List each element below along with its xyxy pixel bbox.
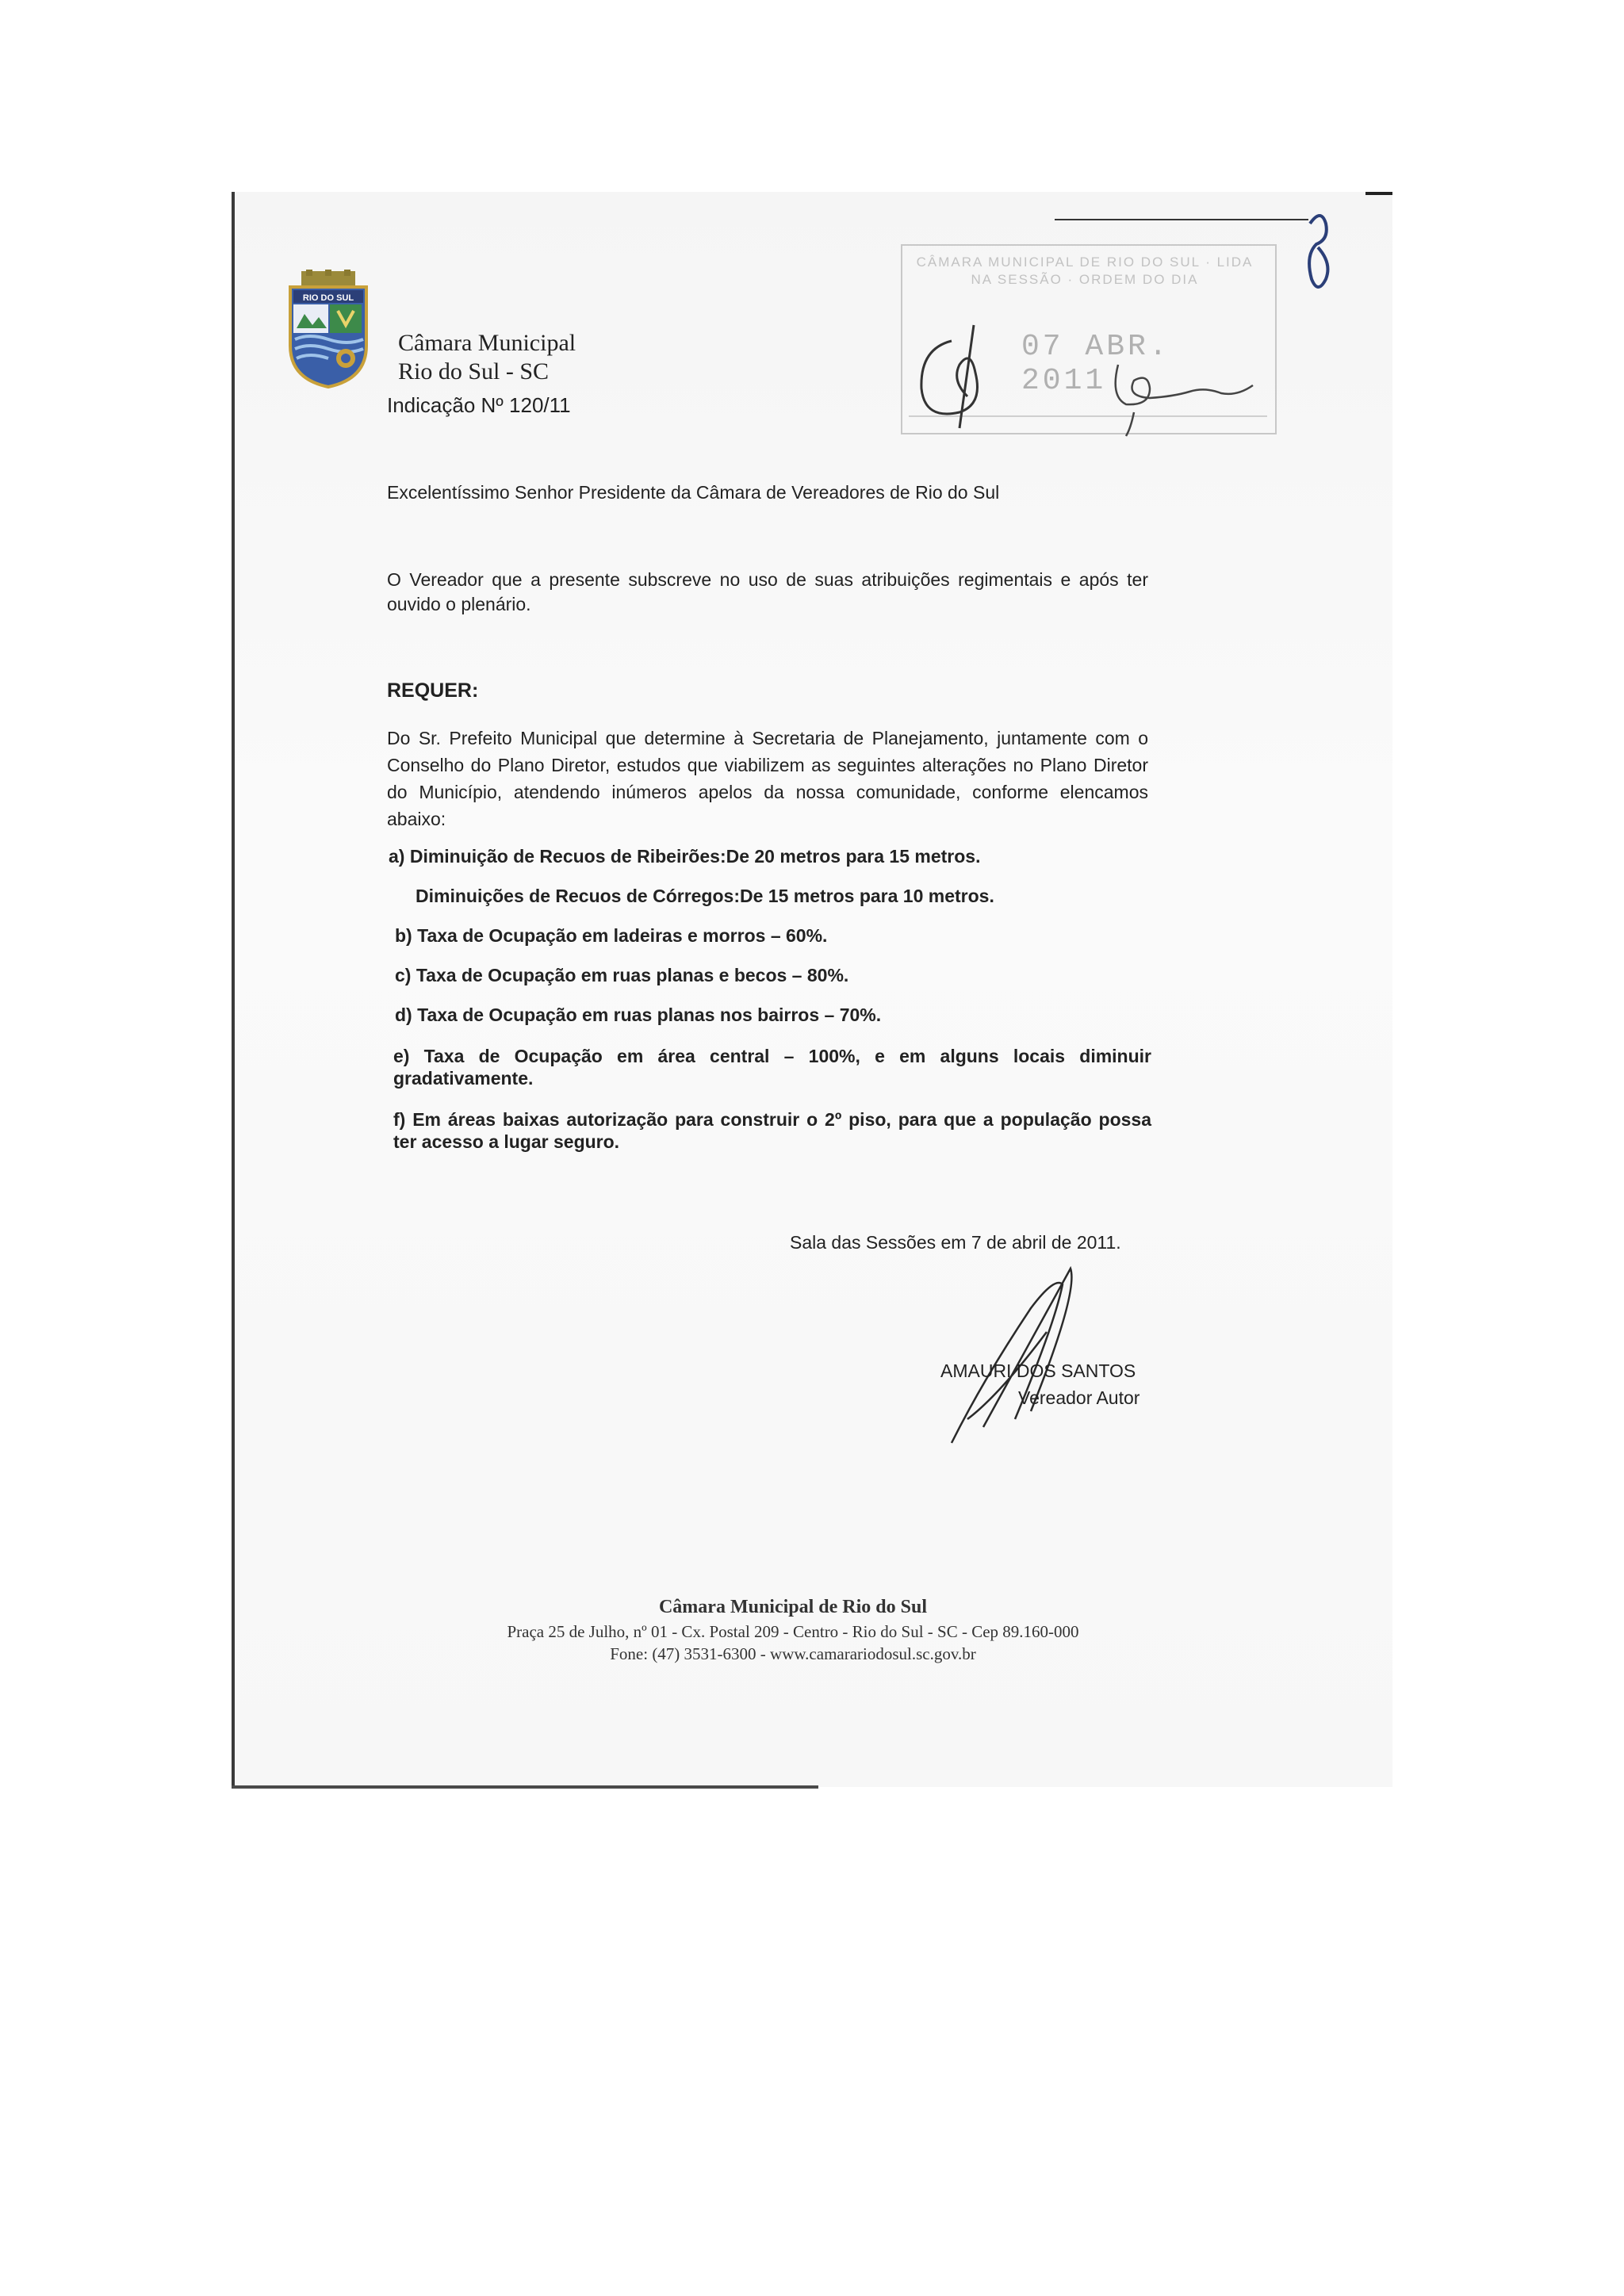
request-paragraph: Do Sr. Prefeito Municipal que determine à Secretaria de Planejamento, juntamente com o Conselho do Plano Diretor, estudos que viabilizem as seguintes alterações no Plano Diretor do Município, atendendo inúmeros apelos da nossa comunidade, conforme elencamos abaixo: bbox=[387, 728, 1148, 829]
stamp-signature-left bbox=[904, 317, 1007, 440]
institution-name: Câmara Municipal bbox=[398, 330, 576, 356]
item-b: b) Taxa de Ocupação em ladeiras e morros – 60%. bbox=[395, 925, 828, 946]
svg-text:RIO DO SUL: RIO DO SUL bbox=[302, 293, 354, 303]
footer-contact: Fone: (47) 3531-6300 - www.camarariodosul.sc.gov.br bbox=[610, 1644, 976, 1663]
scan-edge-mark bbox=[1365, 192, 1392, 195]
author-signature bbox=[936, 1261, 1142, 1455]
place-and-date: Sala das Sessões em 7 de abril de 2011. bbox=[790, 1232, 1121, 1253]
intro-paragraph: O Vereador que a presente subscreve no uso de suas atribuições regimentais e após ter ouvido o plenário. bbox=[387, 569, 1148, 614]
footer-address: Praça 25 de Julho, nº 01 - Cx. Postal 209 - Centro - Rio do Sul - SC - Cep 89.160-000 bbox=[507, 1622, 1079, 1641]
footer-institution: Câmara Municipal de Rio do Sul bbox=[658, 1597, 928, 1617]
requer-heading: REQUER: bbox=[387, 679, 479, 702]
item-a: a) Diminuição de Recuos de Ribeirões:De 20 metros para 15 metros. bbox=[389, 846, 981, 867]
signer-name: AMAURI DOS SANTOS bbox=[940, 1360, 1136, 1381]
item-a-continued: Diminuições de Recuos de Córregos:De 15 metros para 10 metros. bbox=[416, 886, 994, 906]
page-number-mark bbox=[1294, 208, 1342, 307]
item-c: c) Taxa de Ocupação em ruas planas e becos – 80%. bbox=[395, 965, 849, 985]
item-d: d) Taxa de Ocupação em ruas planas nos bairros – 70%. bbox=[395, 1004, 882, 1025]
scan-edge-bottom bbox=[232, 1785, 818, 1789]
stamp-date: 07 ABR. 2011 bbox=[1021, 330, 1170, 398]
signer-role: Vereador Autor bbox=[1018, 1387, 1140, 1408]
line-to-page-mark bbox=[1055, 219, 1308, 220]
scan-edge-left bbox=[232, 192, 235, 1787]
municipal-crest-logo bbox=[285, 270, 371, 388]
item-f: f) Em áreas baixas autorização para construir o 2º piso, para que a população possa ter acesso a lugar seguro. bbox=[393, 1109, 1151, 1152]
indication-number: Indicação Nº 120/11 bbox=[387, 393, 571, 417]
stamp-signature-right bbox=[1102, 349, 1261, 448]
institution-city: Rio do Sul - SC bbox=[398, 358, 550, 385]
salutation: Excelentíssimo Senhor Presidente da Câmara de Vereadores de Rio do Sul bbox=[387, 482, 1000, 503]
item-e: e) Taxa de Ocupação em área central – 100%, e em alguns locais diminuir gradativamente. bbox=[393, 1046, 1151, 1089]
stamp-header-text: CÂMARA MUNICIPAL DE RIO DO SUL · LIDA NA SESSÃO · ORDEM DO DIA bbox=[916, 254, 1254, 287]
